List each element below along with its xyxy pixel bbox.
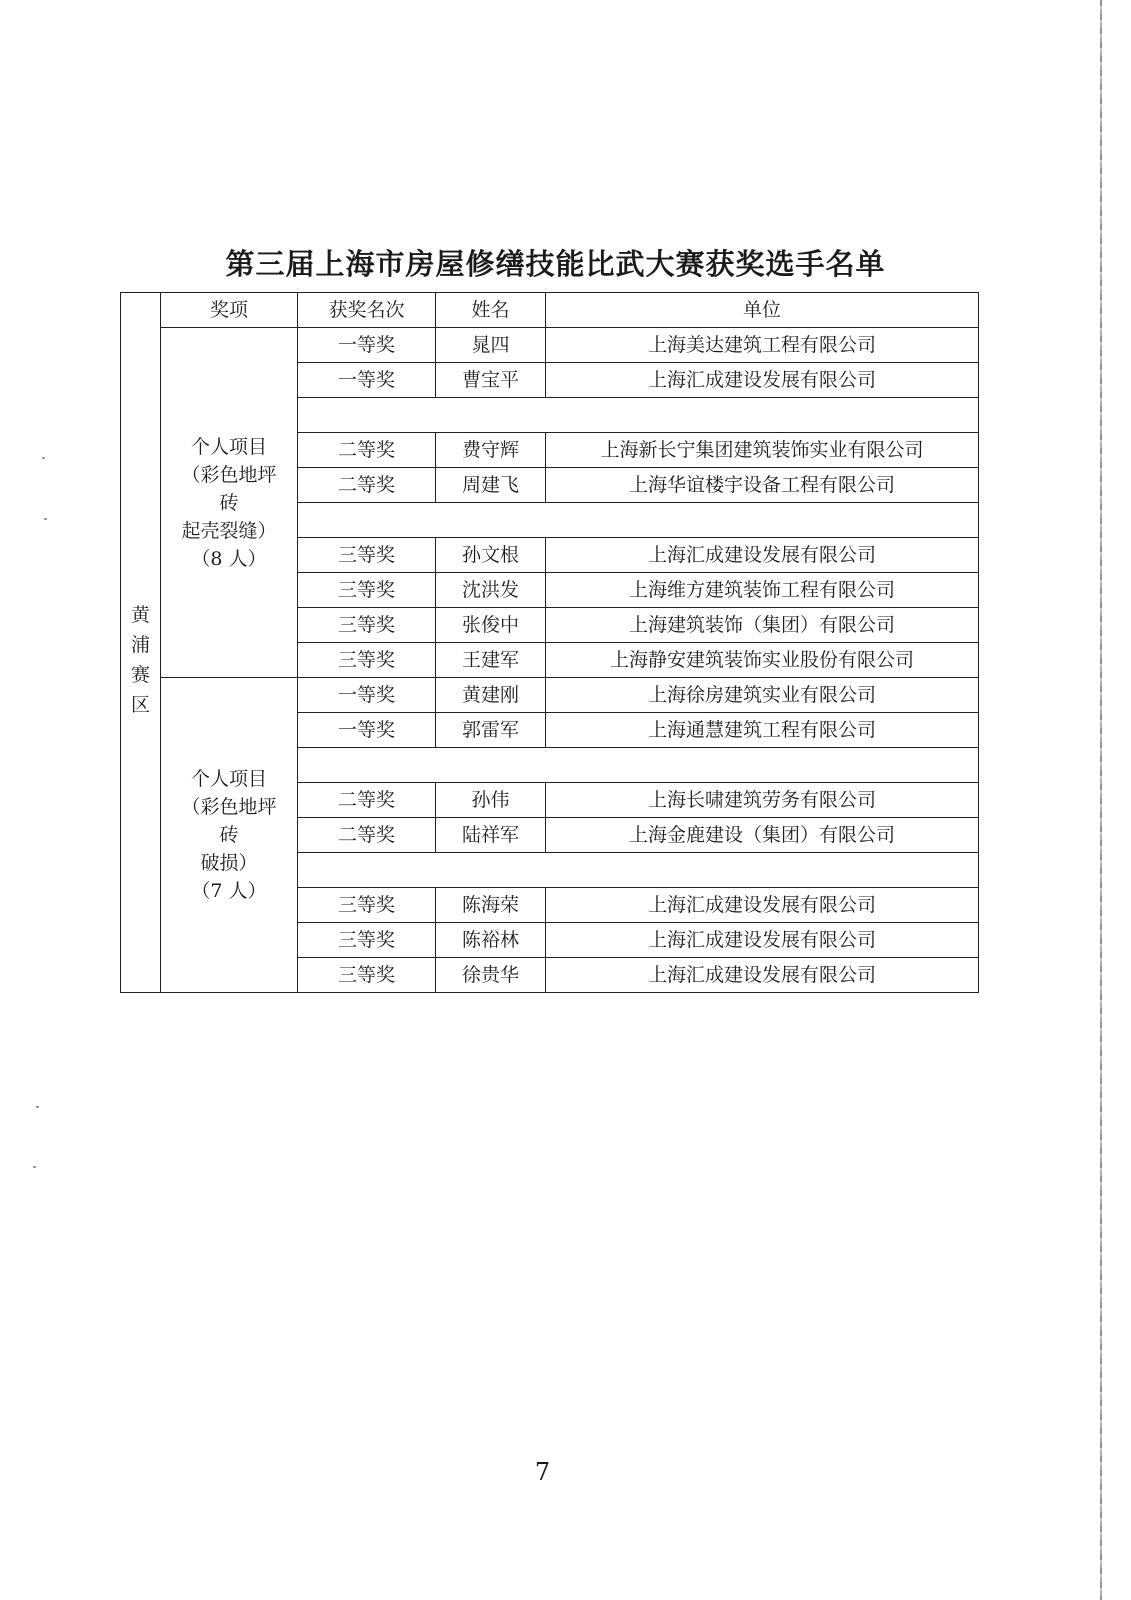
- table-row: [121, 328, 979, 363]
- rank-cell: 三等奖: [298, 888, 436, 923]
- unit-cell: 上海汇成建设发展有限公司: [546, 888, 979, 923]
- name-cell: 徐贵华: [436, 958, 546, 993]
- spacer-cell: [298, 748, 979, 783]
- unit-cell: 上海汇成建设发展有限公司: [546, 958, 979, 993]
- unit-cell: 上海维方建筑装饰工程有限公司: [546, 573, 979, 608]
- header-item: 奖项: [161, 293, 298, 328]
- rank-cell: 三等奖: [298, 608, 436, 643]
- rank-cell: 三等奖: [298, 923, 436, 958]
- award-item-line: 个人项目: [190, 768, 267, 790]
- unit-cell: 上海徐房建筑实业有限公司: [546, 678, 979, 713]
- unit-cell: 上海汇成建设发展有限公司: [546, 923, 979, 958]
- region-cell: [121, 328, 161, 993]
- name-cell: 张俊中: [436, 608, 546, 643]
- spacer-cell: [298, 398, 979, 433]
- name-cell: 黄建刚: [436, 678, 546, 713]
- spacer-cell: [298, 853, 979, 888]
- award-item-cell: [161, 678, 298, 993]
- rank-cell: 一等奖: [298, 678, 436, 713]
- name-cell: 沈洪发: [436, 573, 546, 608]
- scan-speck: [44, 518, 47, 520]
- unit-cell: 上海通慧建筑工程有限公司: [546, 713, 979, 748]
- unit-cell: 上海汇成建设发展有限公司: [546, 538, 979, 573]
- name-cell: 陈裕林: [436, 923, 546, 958]
- award-item-line: （7 人）: [191, 880, 267, 902]
- scan-speck: [36, 1106, 39, 1108]
- region-header-cell: [121, 293, 161, 328]
- rank-cell: 三等奖: [298, 958, 436, 993]
- scan-edge-line: [1100, 0, 1102, 1600]
- award-item-line: 砖: [219, 491, 239, 514]
- name-cell: 孙文根: [436, 538, 546, 573]
- header-row: [121, 293, 979, 328]
- name-cell: 陆祥军: [436, 818, 546, 853]
- rank-cell: 一等奖: [298, 363, 436, 398]
- rank-cell: 一等奖: [298, 713, 436, 748]
- region-label: 黄浦赛区: [130, 603, 150, 716]
- scan-speck: [42, 457, 45, 459]
- award-item-line: （彩色地坪: [181, 796, 277, 818]
- rank-cell: 二等奖: [298, 433, 436, 468]
- awards-table: [120, 292, 979, 993]
- header-name: 姓名: [436, 293, 546, 328]
- spacer-cell: [298, 503, 979, 538]
- name-cell: 费守辉: [436, 433, 546, 468]
- award-item-line: 破损）: [200, 852, 258, 874]
- unit-cell: 上海美达建筑工程有限公司: [546, 328, 979, 363]
- award-item-line: （8 人）: [191, 547, 267, 570]
- award-item-line: （彩色地坪: [181, 463, 277, 486]
- rank-cell: 三等奖: [298, 643, 436, 678]
- unit-cell: 上海汇成建设发展有限公司: [546, 363, 979, 398]
- rank-cell: 三等奖: [298, 538, 436, 573]
- unit-cell: 上海静安建筑装饰实业股份有限公司: [546, 643, 979, 678]
- rank-cell: 二等奖: [298, 818, 436, 853]
- name-cell: 郭雷军: [436, 713, 546, 748]
- award-item-line: 起壳裂缝）: [181, 519, 277, 542]
- name-cell: 周建飞: [436, 468, 546, 503]
- award-item-line: 个人项目: [190, 435, 267, 458]
- name-cell: 王建军: [436, 643, 546, 678]
- page-number: 7: [534, 1458, 551, 1486]
- name-cell: 陈海荣: [436, 888, 546, 923]
- unit-cell: 上海长啸建筑劳务有限公司: [546, 783, 979, 818]
- unit-cell: 上海金鹿建设（集团）有限公司: [546, 818, 979, 853]
- rank-cell: 三等奖: [298, 573, 436, 608]
- table-row: [121, 678, 979, 713]
- scan-speck: [33, 1166, 36, 1168]
- rank-cell: 二等奖: [298, 468, 436, 503]
- name-cell: 曹宝平: [436, 363, 546, 398]
- unit-cell: 上海华谊楼宇设备工程有限公司: [546, 468, 979, 503]
- rank-cell: 一等奖: [298, 328, 436, 363]
- unit-cell: 上海建筑装饰（集团）有限公司: [546, 608, 979, 643]
- rank-cell: 二等奖: [298, 783, 436, 818]
- document-title: 第三届上海市房屋修缮技能比武大赛获奖选手名单: [225, 247, 886, 281]
- name-cell: 晁四: [436, 328, 546, 363]
- name-cell: 孙伟: [436, 783, 546, 818]
- header-rank: 获奖名次: [298, 293, 436, 328]
- award-item-line: 砖: [219, 824, 239, 846]
- header-unit: 单位: [546, 293, 979, 328]
- award-item-cell: [161, 328, 298, 678]
- unit-cell: 上海新长宁集团建筑装饰实业有限公司: [546, 433, 979, 468]
